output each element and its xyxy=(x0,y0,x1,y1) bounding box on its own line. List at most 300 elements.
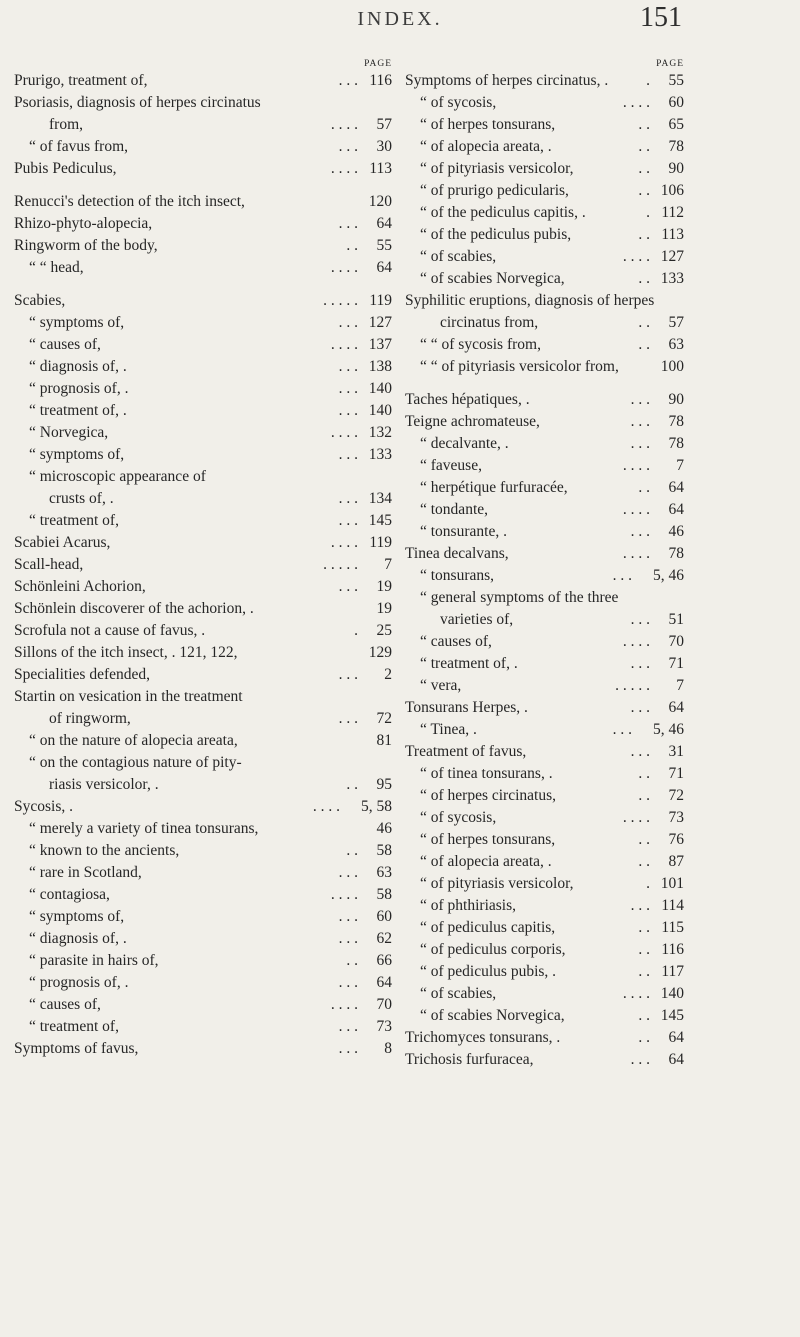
leader-dots: . . . xyxy=(338,864,358,881)
entry-text: riasis versicolor, . xyxy=(49,776,159,793)
entry-page-number: 112 xyxy=(661,204,684,221)
leader-dots: . . xyxy=(638,765,650,782)
entry-page-number: 129 xyxy=(368,644,392,661)
page-number: 151 xyxy=(640,2,682,33)
entry-text: “ tondante, xyxy=(420,501,489,518)
entry-page-number: 114 xyxy=(661,897,684,914)
index-entry xyxy=(405,180,684,202)
entry-page-number: 138 xyxy=(368,358,392,375)
leader-dots: . . . . xyxy=(330,116,358,133)
entry-text: “ of herpes tonsurans, xyxy=(420,116,556,133)
entry-page-number: 145 xyxy=(368,512,392,529)
entry-page-number: 71 xyxy=(668,765,684,782)
entry-text: “ Tinea, . xyxy=(420,721,477,738)
entry-text: “ “ of sycosis from, xyxy=(420,336,541,353)
index-entry xyxy=(14,191,392,213)
entry-page-number: 64 xyxy=(668,501,684,518)
index-entry xyxy=(405,158,684,180)
index-entry xyxy=(14,114,392,136)
entry-text: Schönlein discoverer of the achorion, . xyxy=(14,600,254,617)
entry-text: Treatment of favus, xyxy=(405,743,527,760)
entry-text: Startin on vesication in the treatment xyxy=(14,688,243,705)
entry-text: varieties of, xyxy=(440,611,514,628)
entry-page-number: 19 xyxy=(376,600,392,617)
entry-text: “ known to the ancients, xyxy=(29,842,180,859)
entry-text: “ treatment of, xyxy=(29,512,119,529)
index-entry xyxy=(405,741,684,763)
entry-page-number: 133 xyxy=(660,270,684,287)
leader-dots: . . . xyxy=(338,666,358,683)
index-entry xyxy=(14,312,392,334)
leader-dots: . . . . xyxy=(622,633,650,650)
leader-dots: . . . xyxy=(630,897,650,914)
leader-dots: . . xyxy=(638,919,650,936)
entry-page-number: 72 xyxy=(668,787,684,804)
entry-text: Ringworm of the body, xyxy=(14,237,158,254)
index-entry xyxy=(405,609,684,631)
index-entry xyxy=(14,928,392,950)
index-entry xyxy=(405,334,684,356)
entry-page-number: 120 xyxy=(368,193,392,210)
entry-text: “ prognosis of, . xyxy=(29,974,129,991)
entry-text: “ of pediculus pubis, . xyxy=(420,963,557,980)
entry-page-number: 30 xyxy=(376,138,392,155)
entry-page-number: 58 xyxy=(376,842,392,859)
index-entry xyxy=(14,378,392,400)
entry-page-number: 119 xyxy=(369,534,392,551)
index-entry xyxy=(14,213,392,235)
entry-text: Trichosis furfuracea, xyxy=(405,1051,534,1068)
entry-text: Pubis Pediculus, xyxy=(14,160,117,177)
leader-dots: . . . . xyxy=(622,94,650,111)
entry-text: Symptoms of favus, xyxy=(14,1040,139,1057)
entry-page-number: 106 xyxy=(660,182,684,199)
entry-page-number: 70 xyxy=(668,633,684,650)
leader-dots: . . . xyxy=(338,402,358,419)
leader-dots: . xyxy=(646,72,650,89)
index-entry xyxy=(405,70,684,92)
entry-page-number: 5, 58 xyxy=(361,798,392,815)
leader-dots: . . . . xyxy=(330,336,358,353)
leader-dots: . . . xyxy=(338,490,358,507)
leader-dots: . . . xyxy=(338,138,358,155)
index-entry xyxy=(405,565,684,587)
leader-dots: . . . xyxy=(338,72,358,89)
index-entry xyxy=(14,774,392,796)
index-entry xyxy=(14,554,392,576)
index-entry xyxy=(405,114,684,136)
index-entry xyxy=(405,895,684,917)
entry-page-number: 58 xyxy=(376,886,392,903)
entry-page-number: 81 xyxy=(376,732,392,749)
entry-page-number: 90 xyxy=(668,391,684,408)
entry-text: “ treatment of, . xyxy=(29,402,127,419)
entry-text: Taches hépatiques, . xyxy=(405,391,530,408)
index-entry xyxy=(405,807,684,829)
entry-text: “ tonsurante, . xyxy=(420,523,507,540)
entry-page-number: 73 xyxy=(376,1018,392,1035)
entry-page-number: 72 xyxy=(376,710,392,727)
entry-page-number: 64 xyxy=(376,259,392,276)
index-entry xyxy=(405,653,684,675)
leader-dots: . . . xyxy=(630,611,650,628)
entry-page-number: 73 xyxy=(668,809,684,826)
entry-text: Syphilitic eruptions, diagnosis of herpes xyxy=(405,292,655,309)
index-entry xyxy=(14,444,392,466)
entry-text: crusts of, . xyxy=(49,490,114,507)
leader-dots: . . . . xyxy=(622,809,650,826)
index-entry xyxy=(14,290,392,312)
entry-text: “ general symptoms of the three xyxy=(420,589,619,606)
entry-text: “ of alopecia areata, . xyxy=(420,853,552,870)
index-column-right xyxy=(405,58,684,1071)
entry-text: “ of prurigo pedicularis, xyxy=(420,182,569,199)
entry-page-number: 62 xyxy=(376,930,392,947)
leader-dots: . . xyxy=(346,237,358,254)
index-entry xyxy=(405,917,684,939)
entry-page-number: 64 xyxy=(668,1029,684,1046)
entry-page-number: 78 xyxy=(668,138,684,155)
entry-page-number: 57 xyxy=(668,314,684,331)
index-entry xyxy=(14,235,392,257)
leader-dots: . . xyxy=(638,941,650,958)
leader-dots: . . . . xyxy=(622,457,650,474)
page-column-label: PAGE xyxy=(656,59,684,69)
index-entry xyxy=(405,136,684,158)
leader-dots: . . . xyxy=(338,908,358,925)
leader-dots: . . xyxy=(638,963,650,980)
leader-dots: . . . xyxy=(630,435,650,452)
leader-dots: . . . xyxy=(338,512,358,529)
index-entry xyxy=(14,730,392,752)
leader-dots: . . . xyxy=(338,314,358,331)
entry-page-number: 8 xyxy=(384,1040,392,1057)
index-entries-left xyxy=(14,70,392,1060)
entry-page-number: 119 xyxy=(369,292,392,309)
leader-dots: . . xyxy=(346,776,358,793)
leader-dots: . . . . xyxy=(622,985,650,1002)
entry-text: “ decalvante, . xyxy=(420,435,509,452)
entry-text: Trichomyces tonsurans, . xyxy=(405,1029,561,1046)
index-entry xyxy=(14,950,392,972)
leader-dots: . . xyxy=(638,853,650,870)
leader-dots: . . xyxy=(346,952,358,969)
entry-text: “ of sycosis, xyxy=(420,809,497,826)
entry-page-number: 140 xyxy=(660,985,684,1002)
entry-page-number: 145 xyxy=(660,1007,684,1024)
leader-dots: . . xyxy=(638,314,650,331)
entry-page-number: 100 xyxy=(660,358,684,375)
leader-dots: . . xyxy=(638,182,650,199)
index-entry xyxy=(405,543,684,565)
index-entry xyxy=(14,70,392,92)
section-gap xyxy=(14,180,392,191)
leader-dots: . . . . . xyxy=(323,292,358,309)
entry-page-number: 90 xyxy=(668,160,684,177)
leader-dots: . . . . xyxy=(330,259,358,276)
index-entry xyxy=(405,961,684,983)
entry-page-number: 71 xyxy=(668,655,684,672)
entry-page-number: 2 xyxy=(384,666,392,683)
index-entry xyxy=(405,873,684,895)
entry-text: Scall-head, xyxy=(14,556,84,573)
index-entry xyxy=(405,411,684,433)
index-entry xyxy=(14,158,392,180)
index-entry xyxy=(14,422,392,444)
entry-text: Renucci's detection of the itch insect, xyxy=(14,193,245,210)
entry-text: “ diagnosis of, . xyxy=(29,358,127,375)
entry-page-number: 137 xyxy=(368,336,392,353)
leader-dots: . . . xyxy=(338,930,358,947)
entry-page-number: 7 xyxy=(676,457,684,474)
index-entry xyxy=(405,1005,684,1027)
leader-dots: . xyxy=(646,204,650,221)
leader-dots: . . . xyxy=(630,523,650,540)
leader-dots: . . xyxy=(638,270,650,287)
entry-text: “ of pediculus capitis, xyxy=(420,919,556,936)
index-entry xyxy=(405,1049,684,1071)
entry-page-number: 66 xyxy=(376,952,392,969)
entry-page-number: 76 xyxy=(668,831,684,848)
index-entry xyxy=(405,312,684,334)
index-entry xyxy=(405,763,684,785)
entry-page-number: 64 xyxy=(376,974,392,991)
index-entry xyxy=(405,290,684,312)
entry-text: Prurigo, treatment of, xyxy=(14,72,148,89)
entry-text: “ contagiosa, xyxy=(29,886,110,903)
leader-dots: . . xyxy=(346,842,358,859)
index-entry xyxy=(14,400,392,422)
running-title: INDEX. xyxy=(357,8,443,30)
entry-text: “ of the pediculus pubis, xyxy=(420,226,572,243)
entry-text: “ of scabies Norvegica, xyxy=(420,1007,565,1024)
index-entry xyxy=(14,334,392,356)
entry-page-number: 57 xyxy=(376,116,392,133)
index-entry xyxy=(14,686,392,708)
entry-text: “ causes of, xyxy=(29,996,101,1013)
index-entry xyxy=(14,620,392,642)
index-entry xyxy=(405,675,684,697)
entry-page-number: 46 xyxy=(668,523,684,540)
entry-page-number: 60 xyxy=(376,908,392,925)
entry-text: Scabiei Acarus, xyxy=(14,534,111,551)
entry-text: “ herpétique furfuracée, xyxy=(420,479,568,496)
leader-dots: . . . xyxy=(338,710,358,727)
entry-page-number: 64 xyxy=(376,215,392,232)
entry-text: “ of tinea tonsurans, . xyxy=(420,765,553,782)
index-entry xyxy=(405,455,684,477)
entry-text: “ “ head, xyxy=(29,259,84,276)
entry-page-number: 5, 46 xyxy=(653,567,684,584)
index-entry xyxy=(14,92,392,114)
leader-dots: . . . xyxy=(338,1018,358,1035)
entry-page-number: 7 xyxy=(676,677,684,694)
entry-text: “ treatment of, . xyxy=(420,655,518,672)
index-entry xyxy=(405,246,684,268)
index-entry xyxy=(14,576,392,598)
entry-page-number: 95 xyxy=(376,776,392,793)
leader-dots: . . . . xyxy=(622,248,650,265)
entry-text: “ faveuse, xyxy=(420,457,482,474)
page-column-label: PAGE xyxy=(364,59,392,69)
entry-page-number: 64 xyxy=(668,699,684,716)
entry-text: circinatus from, xyxy=(440,314,539,331)
entry-text: “ of sycosis, xyxy=(420,94,497,111)
entry-text: “ prognosis of, . xyxy=(29,380,129,397)
leader-dots: . . xyxy=(638,336,650,353)
entry-text: Teigne achromateuse, xyxy=(405,413,540,430)
leader-dots: . . . xyxy=(338,215,358,232)
entry-text: “ of scabies, xyxy=(420,248,497,265)
entry-text: “ vera, xyxy=(420,677,462,694)
leader-dots: . . . xyxy=(338,358,358,375)
entry-text: Tinea decalvans, xyxy=(405,545,509,562)
leader-dots: . . . xyxy=(612,721,632,738)
entry-text: Tonsurans Herpes, . xyxy=(405,699,528,716)
entry-text: “ of herpes tonsurans, xyxy=(420,831,556,848)
entry-text: “ causes of, xyxy=(420,633,492,650)
entry-page-number: 51 xyxy=(668,611,684,628)
entry-page-number: 78 xyxy=(668,545,684,562)
leader-dots: . . . . xyxy=(330,886,358,903)
leader-dots: . . . xyxy=(630,413,650,430)
entry-page-number: 140 xyxy=(368,402,392,419)
leader-dots: . . . . xyxy=(330,160,358,177)
entry-text: “ rare in Scotland, xyxy=(29,864,142,881)
entry-text: Rhizo-phyto-alopecia, xyxy=(14,215,153,232)
entry-text: Schönleini Achorion, xyxy=(14,578,146,595)
entry-page-number: 140 xyxy=(368,380,392,397)
index-entry xyxy=(405,719,684,741)
index-entry xyxy=(14,818,392,840)
section-gap xyxy=(405,378,684,389)
entry-page-number: 113 xyxy=(369,160,392,177)
index-entry xyxy=(14,840,392,862)
leader-dots: . . . xyxy=(630,655,650,672)
index-entry xyxy=(405,224,684,246)
entry-text: “ treatment of, xyxy=(29,1018,119,1035)
index-entry xyxy=(14,972,392,994)
index-entry xyxy=(14,1038,392,1060)
entry-text: “ of alopecia areata, . xyxy=(420,138,552,155)
entry-page-number: 127 xyxy=(660,248,684,265)
leader-dots: . . . . xyxy=(622,501,650,518)
entry-text: “ symptoms of, xyxy=(29,446,125,463)
entry-page-number: 7 xyxy=(384,556,392,573)
leader-dots: . . . . . xyxy=(615,677,650,694)
entry-page-number: 87 xyxy=(668,853,684,870)
index-entry xyxy=(14,884,392,906)
leader-dots: . . . . xyxy=(312,798,340,815)
index-entry xyxy=(405,433,684,455)
index-entry xyxy=(14,356,392,378)
index-entry xyxy=(405,389,684,411)
entry-text: “ causes of, xyxy=(29,336,101,353)
entry-page-number: 60 xyxy=(668,94,684,111)
entry-page-number: 46 xyxy=(376,820,392,837)
entry-text: “ of pediculus corporis, xyxy=(420,941,566,958)
entry-text: “ symptoms of, xyxy=(29,314,125,331)
entry-text: “ tonsurans, xyxy=(420,567,495,584)
leader-dots: . xyxy=(354,622,358,639)
entry-text: “ parasite in hairs of, xyxy=(29,952,159,969)
entry-page-number: 78 xyxy=(668,435,684,452)
index-entry xyxy=(405,983,684,1005)
leader-dots: . . . xyxy=(630,1051,650,1068)
entry-text: “ of herpes circinatus, xyxy=(420,787,556,804)
leader-dots: . . . xyxy=(338,380,358,397)
leader-dots: . . xyxy=(638,226,650,243)
index-entry xyxy=(14,257,392,279)
section-gap xyxy=(14,279,392,290)
entry-text: Specialities defended, xyxy=(14,666,151,683)
leader-dots: . . xyxy=(638,479,650,496)
entry-page-number: 5, 46 xyxy=(653,721,684,738)
entry-page-number: 132 xyxy=(368,424,392,441)
entry-page-number: 116 xyxy=(369,72,392,89)
entry-text: “ of pityriasis versicolor, xyxy=(420,875,574,892)
index-entry xyxy=(14,796,392,818)
leader-dots: . . . xyxy=(338,974,358,991)
index-entry xyxy=(405,477,684,499)
entry-text: “ symptoms of, xyxy=(29,908,125,925)
index-entry xyxy=(14,136,392,158)
entry-page-number: 63 xyxy=(376,864,392,881)
leader-dots: . . . . xyxy=(330,424,358,441)
entry-text: Scabies, xyxy=(14,292,66,309)
entry-page-number: 78 xyxy=(668,413,684,430)
entry-page-number: 115 xyxy=(661,919,684,936)
entry-page-number: 55 xyxy=(376,237,392,254)
index-entry xyxy=(405,785,684,807)
entry-page-number: 113 xyxy=(661,226,684,243)
entry-page-number: 19 xyxy=(376,578,392,595)
entry-page-number: 134 xyxy=(368,490,392,507)
index-entry xyxy=(14,752,392,774)
entry-text: “ microscopic appearance of xyxy=(29,468,206,485)
entry-page-number: 64 xyxy=(668,1051,684,1068)
index-entry xyxy=(14,466,392,488)
entry-text: Sillons of the itch insect, . 121, 122, xyxy=(14,644,238,661)
entry-page-number: 65 xyxy=(668,116,684,133)
index-entry xyxy=(14,906,392,928)
index-entry xyxy=(14,1016,392,1038)
entry-text: of ringworm, xyxy=(49,710,131,727)
index-entry xyxy=(405,939,684,961)
entry-text: “ “ of pityriasis versicolor from, xyxy=(420,358,619,375)
index-entry xyxy=(14,708,392,730)
entry-text: Sycosis, . xyxy=(14,798,73,815)
index-entry xyxy=(405,356,684,378)
entry-text: Scrofula not a cause of favus, . xyxy=(14,622,206,639)
entry-page-number: 55 xyxy=(668,72,684,89)
leader-dots: . . . xyxy=(612,567,632,584)
leader-dots: . . xyxy=(638,787,650,804)
index-entry xyxy=(405,521,684,543)
entry-text: “ of favus from, xyxy=(29,138,128,155)
entry-text: “ of the pediculus capitis, . xyxy=(420,204,586,221)
index-entries-right xyxy=(405,70,684,1071)
index-entry xyxy=(405,202,684,224)
entry-text: “ Norvegica, xyxy=(29,424,109,441)
entry-page-number: 133 xyxy=(368,446,392,463)
entry-page-number: 64 xyxy=(668,479,684,496)
leader-dots: . . . xyxy=(630,391,650,408)
leader-dots: . . . xyxy=(630,699,650,716)
index-entry xyxy=(405,851,684,873)
index-entry xyxy=(14,642,392,664)
index-entry xyxy=(405,829,684,851)
